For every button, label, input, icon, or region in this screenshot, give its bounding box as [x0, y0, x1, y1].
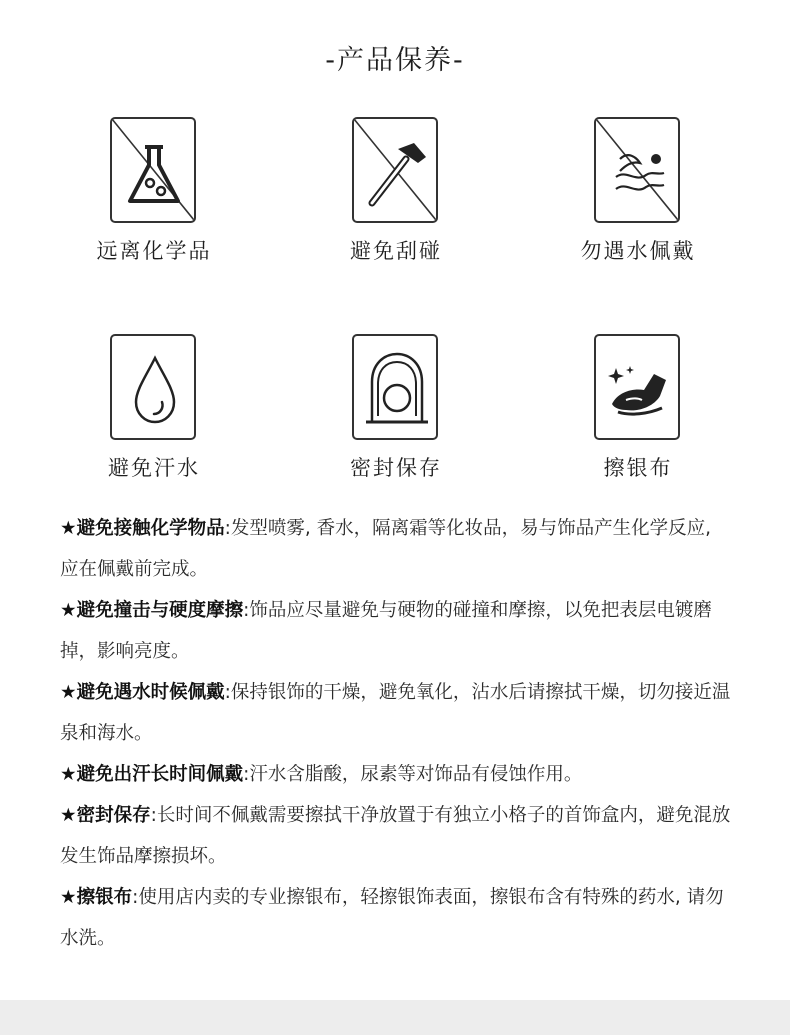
note-text: :保持银饰的干燥，避免氧化，沾水后请擦拭干燥，切勿接近温泉和海水。	[60, 682, 731, 744]
no-hammer-icon	[352, 117, 438, 223]
note-sweat	[60, 754, 732, 795]
care-item-label: 远离化学品	[96, 239, 212, 263]
polishing-cloth-icon	[594, 334, 680, 440]
care-item-label: 擦银布	[603, 456, 673, 480]
care-item-label: 避免刮碰	[350, 239, 442, 263]
no-chemicals-icon	[110, 117, 196, 223]
note-water	[60, 672, 732, 754]
note-impact	[60, 590, 732, 672]
note-heading: ★避免遇水时候佩戴	[60, 682, 225, 703]
note-heading: ★避免出汗长时间佩戴	[60, 764, 244, 785]
sweat-drop-icon	[110, 334, 196, 440]
no-water-icon	[594, 117, 680, 223]
note-storage	[60, 795, 732, 877]
note-text: :发型喷雾, 香水，隔离霜等化妆品，易与饰品产生化学反应, 应在佩戴前完成。	[60, 518, 711, 580]
sealed-storage-icon	[352, 334, 438, 440]
note-heading: ★避免接触化学物品	[60, 518, 225, 539]
note-heading: ★擦银布	[60, 887, 133, 908]
note-chemicals	[60, 508, 732, 590]
note-heading: ★避免撞击与硬度摩擦	[60, 600, 244, 621]
note-text: :使用店内卖的专业擦银布，轻擦银饰表面，擦银布含有特殊的药水, 请勿水洗。	[60, 887, 724, 949]
care-item-label: 勿遇水佩戴	[580, 239, 696, 263]
note-heading: ★密封保存	[60, 805, 151, 826]
footer-bar	[0, 1000, 790, 1035]
note-text: :饰品应尽量避免与硬物的碰撞和摩擦，以免把表层电镀磨掉，影响亮度。	[60, 600, 712, 662]
page-title: -产品保养-	[325, 45, 465, 76]
care-item-label: 密封保存	[350, 456, 442, 480]
care-notes	[60, 508, 732, 959]
note-cloth	[60, 877, 732, 959]
care-item-label: 避免汗水	[108, 456, 200, 480]
note-text: :汗水含脂酸，尿素等对饰品有侵蚀作用。	[243, 764, 583, 785]
note-text: :长时间不佩戴需要擦拭干净放置于有独立小格子的首饰盒内，避免混放发生饰品摩擦损坏。	[60, 805, 731, 867]
